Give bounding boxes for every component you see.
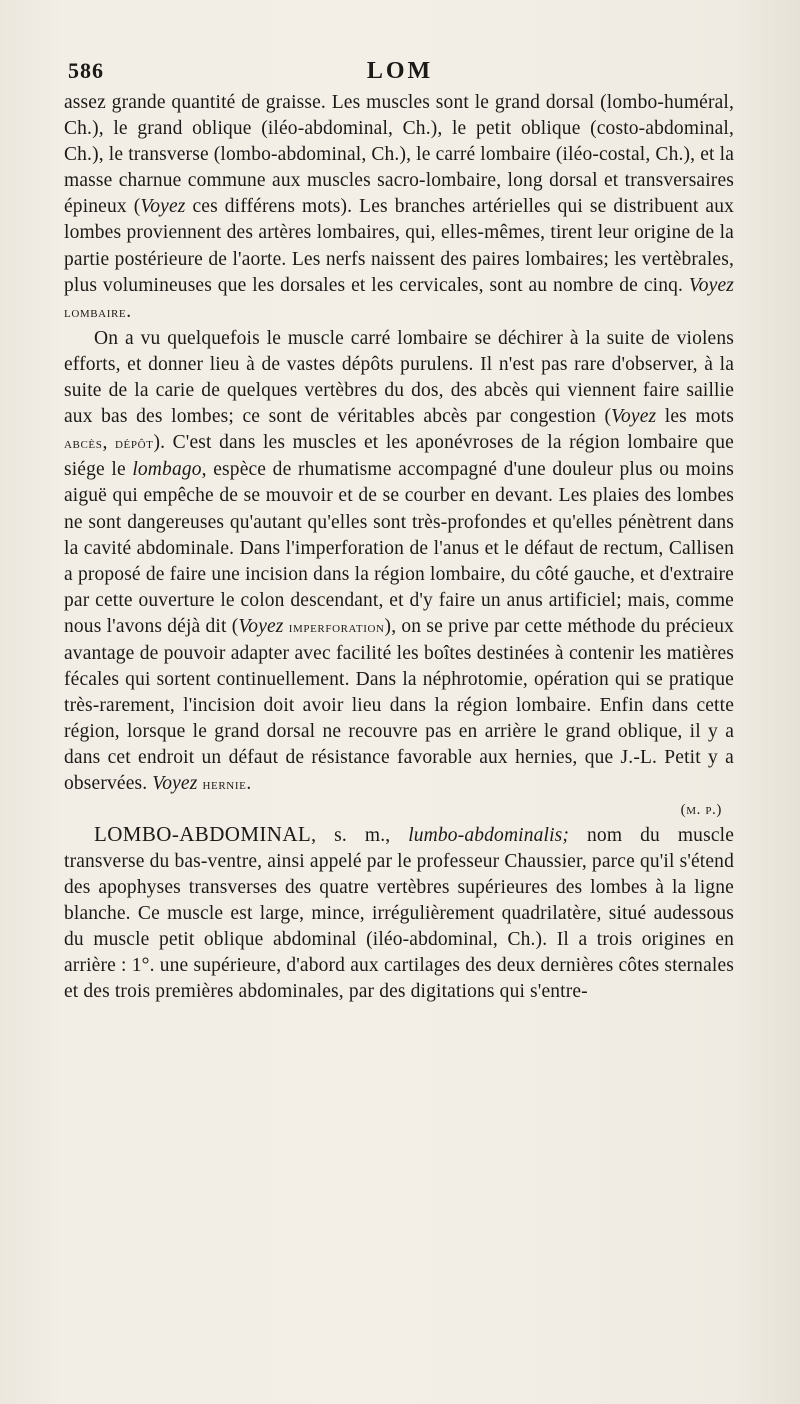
voyez-ref: Voyez bbox=[611, 406, 657, 428]
text-run: les mots bbox=[656, 406, 734, 428]
text-run: , s. m., bbox=[311, 824, 409, 846]
latin-term: lumbo-abdominalis; bbox=[408, 824, 570, 846]
author-signature: (m. p.) bbox=[680, 801, 722, 818]
paragraph-continuation bbox=[64, 90, 734, 326]
text-run: , espèce de rhumatisme accompagné d'une douleur plus ou moins aiguë qui empêche de se mouvoir et de se courber en devant. Les plaies des lombes ne sont dangereuses qu'autant qu'elles sont très-profondes et qu'elles pénètrent dans la cavité abdominale. Dans l'imperforation de l'anus et le défaut de rectum, Callisen a proposé de faire une incision dans la région lombaire, du côté gauche, et d'extraire par cette ouverture le colon descendant, et d'y faire un anus artificiel; mais, comme nous l'avons déjà dit ( bbox=[64, 459, 735, 637]
text-run: ), on se prive par cette méthode du précieux avantage de pouvoir adapter avec facilité les boîtes destinées à contenir les matières fécales qui sortent continuellement. Dans la néphrotomie, opération qui se pratique très-rarement, l'incision doit avoir lieu dans la région lombaire. Enfin dans cette région, lorsque le grand dorsal ne recouvre pas en arrière le grand oblique, il y a dans cet endroit un défaut de résistance favorable aux hernies, que J.-L. Petit y a observées. bbox=[64, 615, 735, 795]
voyez-ref: Voyez bbox=[238, 615, 284, 637]
cross-reference: abcès bbox=[64, 436, 103, 453]
cross-reference: hernie bbox=[202, 777, 247, 794]
entry-lombo-abdominal bbox=[64, 821, 734, 1006]
paragraph-pathology bbox=[64, 326, 734, 799]
page-number: 586 bbox=[68, 58, 104, 83]
voyez-ref: Voyez bbox=[688, 274, 734, 296]
text-run: ces différens mots). Les branches artérielles qui se distribuent aux lombes proviennent des artères lombaires, qui, elles-mêmes, tirent leur origine de la partie postérieure de l'aorte. Les nerfs naissent des paires lombaires; les vertèbrales, plus volumineuses que les dorsales et les cervicales, sont au nombre de cinq. bbox=[64, 196, 735, 296]
cross-reference: lombaire bbox=[64, 304, 127, 321]
running-head: LOM bbox=[366, 58, 434, 84]
text-run: assez grande quantité de graisse. Les muscles sont le grand dorsal (lombo-huméral, Ch.), le grand oblique (iléo-abdominal, Ch.), le petit oblique (costo-abdominal, Ch.), le transverse (lombo-abdominal, Ch.), le carré lombaire (iléo-costal, Ch.), et la masse charnue commune aux muscles sacro-lombaire, long dorsal et transversaires épineux ( bbox=[64, 92, 734, 218]
text-run: , bbox=[102, 432, 116, 454]
text-run: nom du muscle transverse du bas-ventre, ainsi appelé par le professeur Chaussier, parce qu'il s'étend des apophyses transverses des quatre vertèbres supérieures des lombes à la ligne blanche. Ce muscle est large, mince, irrégulièrement quadrilatère, situé audessous du muscle petit oblique abdominal (iléo-abdominal, Ch.). Il a trois origines en arrière : 1°. une supérieure, d'abord aux cartilages des deux dernières côtes sternales et des trois premières abdominales, par des digitations qui s'entre- bbox=[64, 824, 734, 1003]
text-run: On a vu quelquefois le muscle carré lombaire se déchirer à la suite de violens efforts, et donner lieu à de vastes dépôts purulens. Il n'est pas rare d'observer, à la suite de la carie de quelques vertèbres du dos, des abcès qui viennent faire saillie aux bas des lombes; ce sont de véritables abcès par congestion ( bbox=[64, 327, 734, 428]
text-run: . bbox=[246, 773, 252, 795]
voyez-ref: Voyez bbox=[140, 196, 186, 218]
text-run: ). C'est dans les muscles et les aponévroses de la région lombaire que siége le bbox=[64, 432, 734, 481]
body-text bbox=[64, 90, 734, 1005]
entry-headword: LOMBO-ABDOMINAL bbox=[94, 821, 312, 846]
cross-reference: dépôt bbox=[115, 436, 154, 453]
term-lombago: lombago bbox=[132, 459, 202, 481]
page-header bbox=[68, 58, 732, 88]
voyez-ref: Voyez bbox=[152, 773, 198, 795]
text-run: . bbox=[126, 300, 132, 322]
cross-reference: imperforation bbox=[288, 619, 385, 636]
